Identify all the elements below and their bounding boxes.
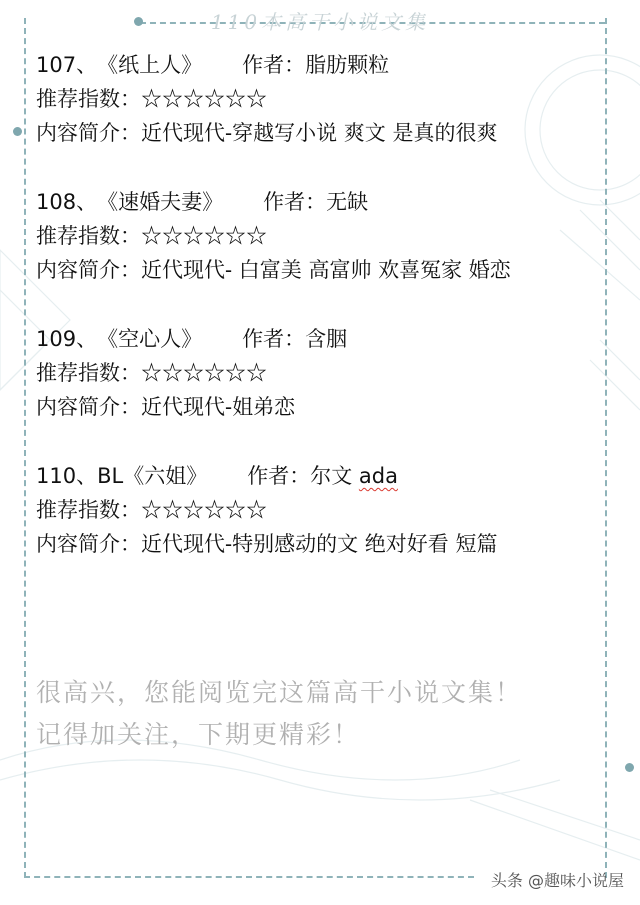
rating-row bbox=[36, 219, 626, 253]
closing-line-thanks: 很高兴，您能阅览完这篇高干小说文集！ bbox=[36, 678, 523, 707]
rating-label: 推荐指数： bbox=[36, 361, 141, 385]
author-name: 尔文 bbox=[310, 464, 353, 488]
book-title-row bbox=[36, 322, 626, 356]
description-text: 近代现代-特别感动的文 绝对好看 短篇 bbox=[141, 532, 498, 556]
rating-stars: ☆☆☆☆☆☆ bbox=[141, 498, 267, 522]
frame-dot-right bbox=[625, 763, 634, 772]
closing-message bbox=[36, 672, 522, 756]
author-name: 脂肪颗粒 bbox=[305, 53, 390, 77]
description-label: 内容简介： bbox=[36, 395, 141, 419]
book-number: 110、 bbox=[36, 464, 98, 488]
book-number: 109、 bbox=[36, 327, 98, 351]
rating-label: 推荐指数： bbox=[36, 224, 141, 248]
description-text: 近代现代-穿越写小说 爽文 是真的很爽 bbox=[141, 121, 498, 145]
rating-label: 推荐指数： bbox=[36, 87, 141, 111]
rating-stars: ☆☆☆☆☆☆ bbox=[141, 224, 267, 248]
book-tag: BL bbox=[97, 464, 124, 488]
author-label: 作者： bbox=[263, 190, 327, 214]
closing-line-follow: 记得加关注，下期更精彩！ bbox=[36, 720, 361, 749]
book-entry bbox=[36, 322, 626, 424]
book-title-row bbox=[36, 185, 626, 219]
author-name-suffix: ada bbox=[358, 464, 398, 488]
book-entry bbox=[36, 459, 626, 561]
author-label: 作者： bbox=[247, 464, 311, 488]
book-title-row bbox=[36, 48, 626, 82]
book-number: 108、 bbox=[36, 190, 98, 214]
rating-label: 推荐指数： bbox=[36, 498, 141, 522]
book-entry bbox=[36, 185, 626, 287]
source-watermark: 头条 @趣味小说屋 bbox=[490, 871, 624, 890]
rating-row bbox=[36, 493, 626, 527]
author-name: 含胭 bbox=[305, 327, 348, 351]
frame-left-border bbox=[24, 18, 26, 878]
rating-stars: ☆☆☆☆☆☆ bbox=[141, 87, 267, 111]
description-row bbox=[36, 116, 626, 150]
book-title: 《速婚夫妻》 bbox=[97, 190, 224, 214]
description-row bbox=[36, 527, 626, 561]
book-title: 《纸上人》 bbox=[97, 53, 203, 77]
book-list bbox=[36, 48, 626, 596]
description-row bbox=[36, 253, 626, 287]
description-text: 近代现代- 白富美 高富帅 欢喜冤家 婚恋 bbox=[141, 258, 511, 282]
rating-stars: ☆☆☆☆☆☆ bbox=[141, 361, 267, 385]
book-title: 《空心人》 bbox=[97, 327, 203, 351]
author-label: 作者： bbox=[242, 327, 306, 351]
book-entry bbox=[36, 48, 626, 150]
book-title-row bbox=[36, 459, 626, 493]
description-label: 内容简介： bbox=[36, 121, 141, 145]
description-text: 近代现代-姐弟恋 bbox=[141, 395, 296, 419]
author-name: 无缺 bbox=[326, 190, 369, 214]
description-label: 内容简介： bbox=[36, 532, 141, 556]
rating-row bbox=[36, 82, 626, 116]
book-title: 《六姐》 bbox=[123, 464, 208, 488]
frame-dot-left bbox=[13, 127, 22, 136]
rating-row bbox=[36, 356, 626, 390]
author-label: 作者： bbox=[242, 53, 306, 77]
book-number: 107、 bbox=[36, 53, 98, 77]
document-header: 110本高干小说文集 bbox=[210, 10, 430, 34]
description-label: 内容简介： bbox=[36, 258, 141, 282]
frame-bottom-border bbox=[24, 876, 474, 878]
description-row bbox=[36, 390, 626, 424]
